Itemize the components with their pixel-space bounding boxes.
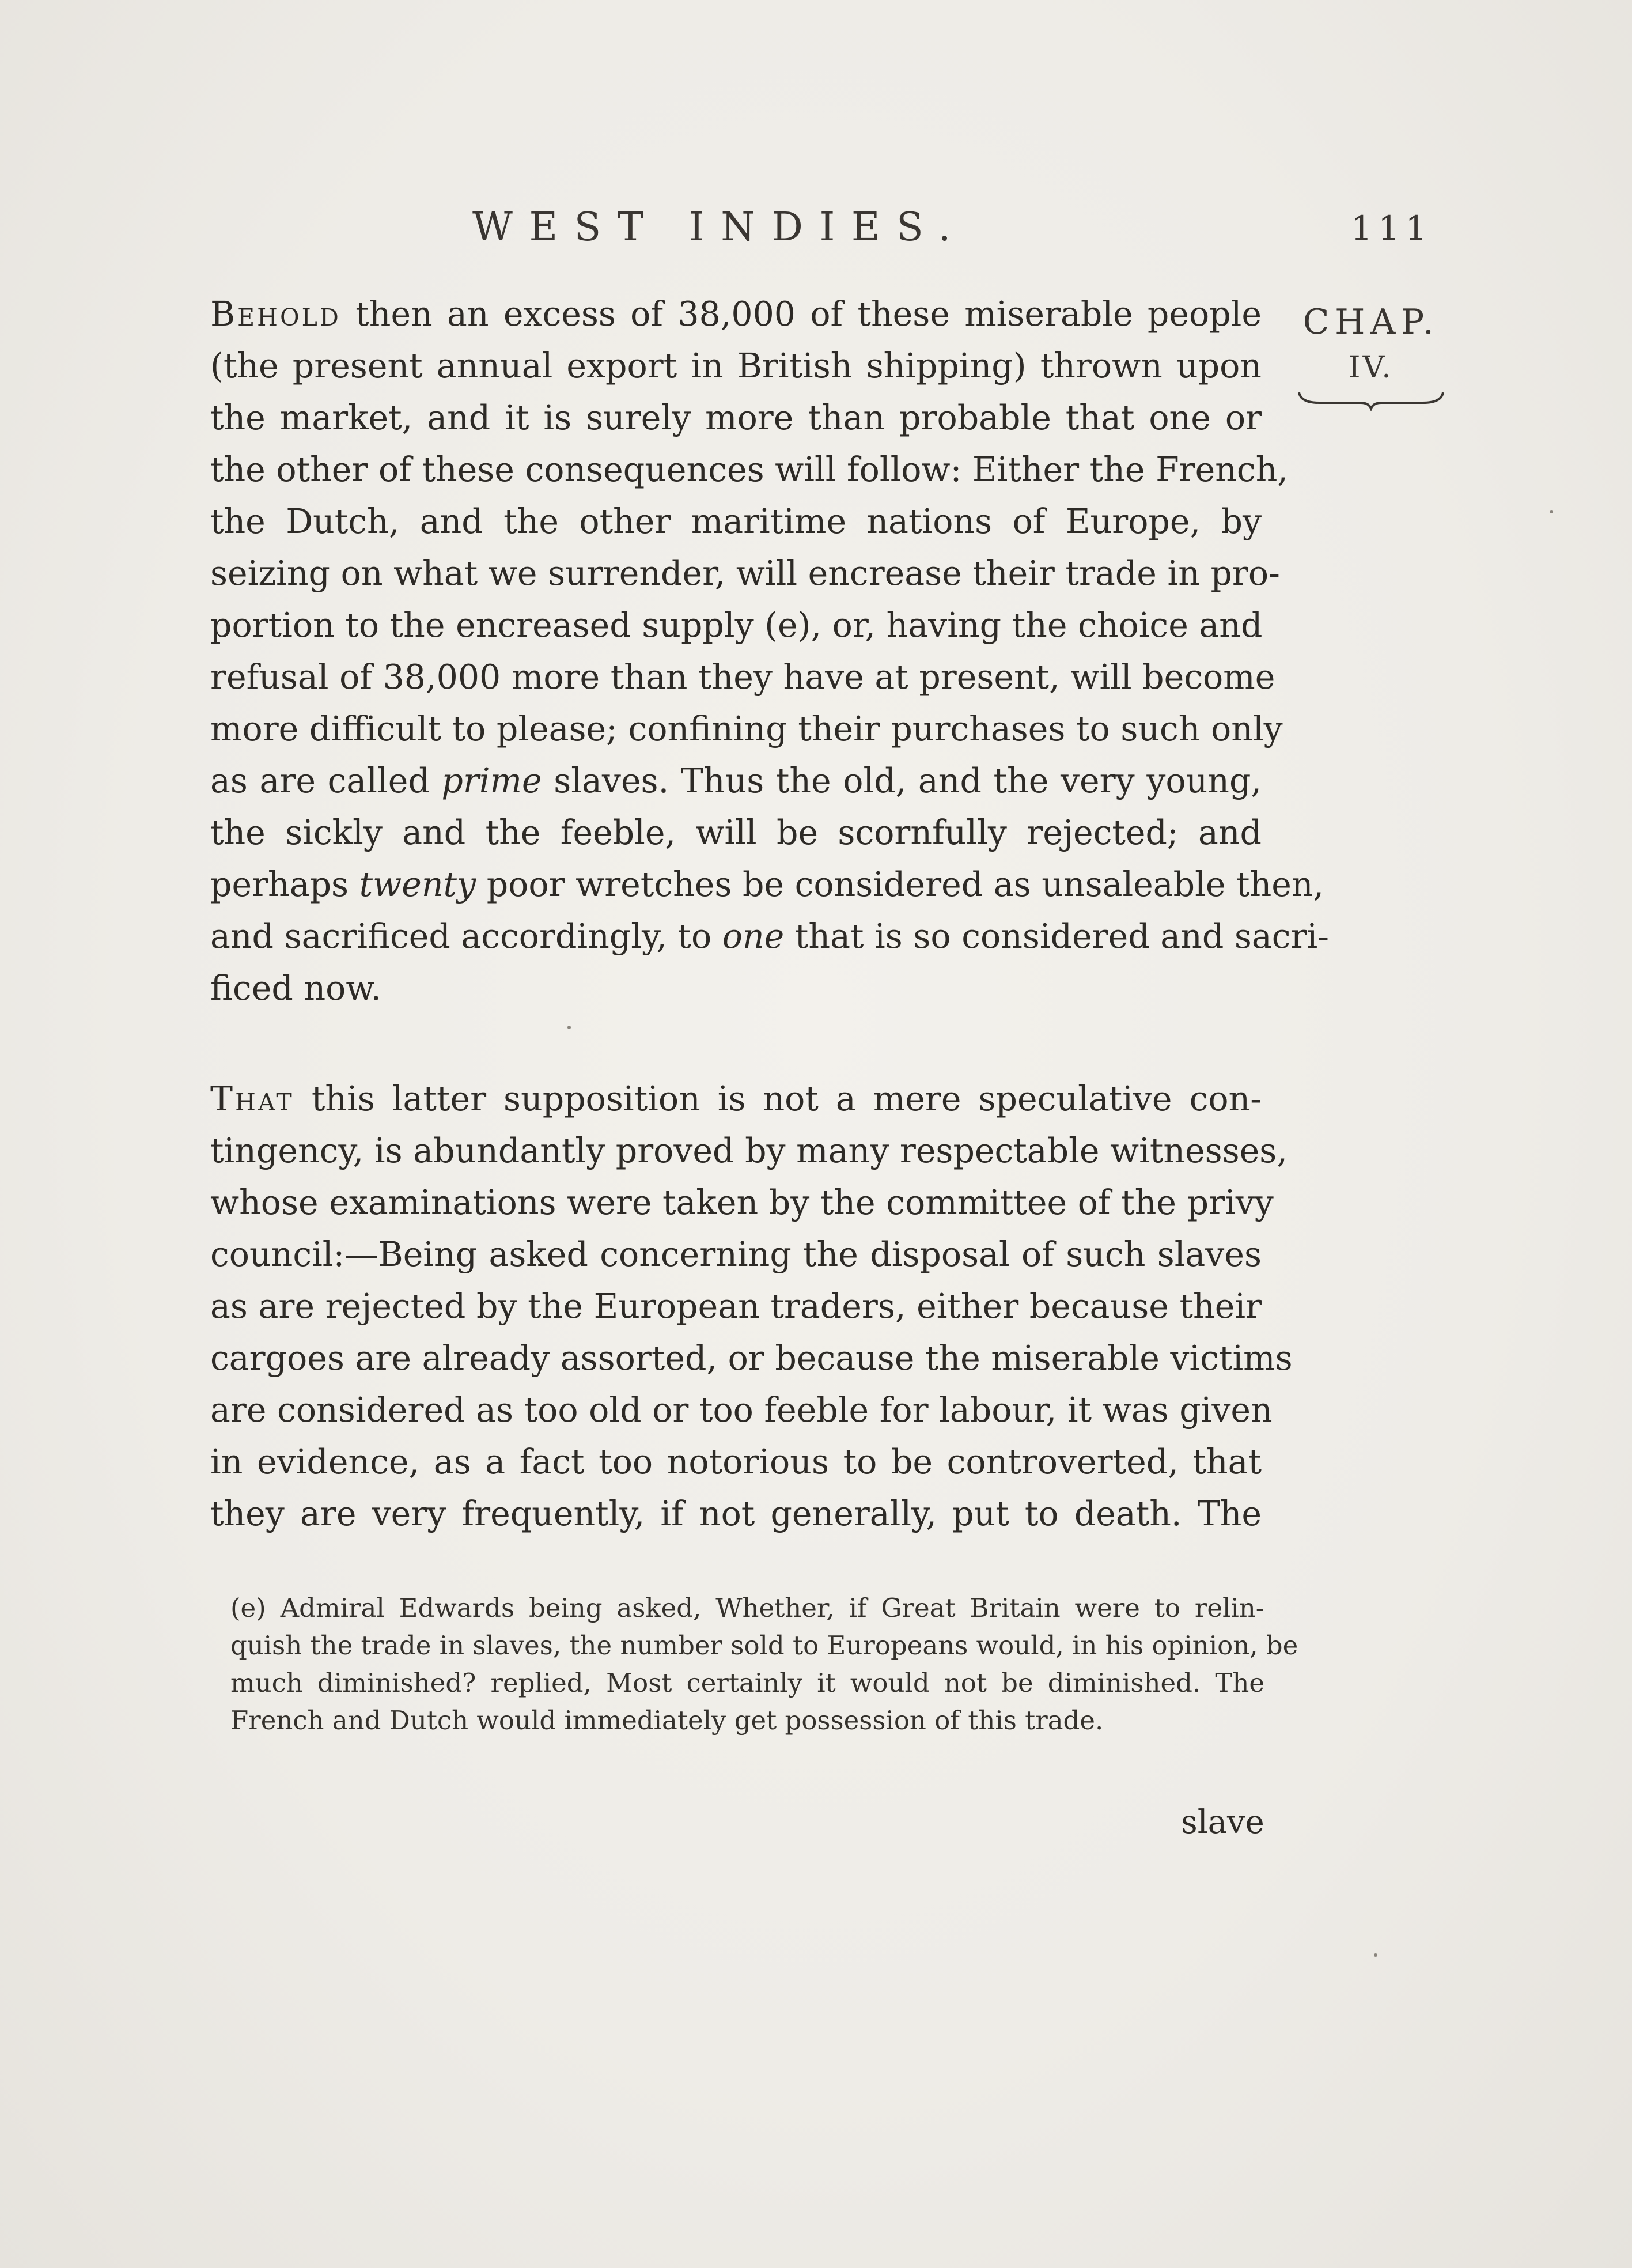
text-line — [210, 859, 1324, 910]
text-line: the other of these consequences will follow: Either the French, — [210, 450, 1288, 489]
text-line: whose examinations were taken by the committee of the privy — [210, 1183, 1274, 1222]
paragraph-lead-word: That — [210, 1079, 294, 1118]
chapter-margin-note — [1276, 297, 1466, 411]
page-number: 111 — [1351, 209, 1433, 248]
italic-word: prime — [441, 761, 542, 800]
text-line: are considered as too old or too feeble for labour, it was given — [210, 1390, 1273, 1430]
line-text: as are called — [210, 761, 442, 800]
line-text: that is so considered and sacri- — [784, 917, 1330, 956]
text-line — [210, 755, 1262, 807]
line-text: poor wretches be considered as unsaleable then, — [476, 865, 1324, 904]
chapter-number: IV. — [1348, 350, 1394, 385]
paper-speck — [1550, 510, 1553, 513]
line-text: perhaps — [210, 865, 359, 904]
text-line: the Dutch, and the other maritime nations of Europe, by — [210, 502, 1262, 541]
text-line: refusal of 38,000 more than they have at present, will become — [210, 657, 1275, 697]
text-line — [210, 910, 1330, 962]
text-line: the market, and it is surely more than probable that one or — [210, 398, 1262, 437]
footnote-line: quish the trade in slaves, the number sold to Europeans would, in his opinion, be — [230, 1630, 1298, 1661]
text-line: tingency, is abundantly proved by many respectable witnesses, — [210, 1131, 1288, 1170]
text-line: ficed now. — [210, 969, 382, 1008]
text-line: portion to the encreased supply (e), or, having the choice and — [210, 606, 1263, 645]
running-title: WEST INDIES. — [472, 205, 967, 250]
text-line: the sickly and the feeble, will be scornfully rejected; and — [210, 813, 1262, 852]
text-line — [210, 288, 1262, 340]
chapter-label: CHAP. — [1302, 302, 1440, 342]
italic-word: twenty — [359, 865, 476, 904]
line-text: then an excess of 38,000 of these miserable people — [340, 294, 1262, 334]
line-text: slaves. Thus the old, and the very young, — [542, 761, 1262, 800]
paper-speck — [567, 1026, 571, 1029]
line-text: and sacrificed accordingly, to — [210, 917, 722, 956]
footnote-line: much diminished? replied, Most certainly it would not be diminished. The — [230, 1668, 1264, 1698]
footnote-line: French and Dutch would immediately get possession of this trade. — [230, 1705, 1104, 1736]
text-line: more difficult to please; confining their purchases to such only — [210, 709, 1283, 749]
paragraph-2 — [210, 1073, 1293, 1540]
text-line: in evidence, as a fact too notorious to be controverted, that — [210, 1442, 1262, 1481]
text-line: council:—Being asked concerning the disposal of such slaves — [210, 1235, 1262, 1274]
catchword: slave — [1181, 1804, 1264, 1841]
footnote-line: (e) Admiral Edwards being asked, Whether, if Great Britain were to relin- — [230, 1593, 1264, 1623]
text-line: as are rejected by the European traders, either because their — [210, 1287, 1262, 1326]
footnote — [230, 1589, 1298, 1739]
text-line: cargoes are already assorted, or because the miserable victims — [210, 1339, 1293, 1378]
paper-speck — [1374, 1953, 1377, 1957]
text-line: they are very frequently, if not generally, put to death. The — [210, 1494, 1262, 1533]
brace-ornament — [1296, 388, 1446, 411]
line-text: this latter supposition is not a mere speculative con- — [294, 1079, 1262, 1118]
text-line: seizing on what we surrender, will encrease their trade in pro- — [210, 554, 1280, 593]
text-line — [210, 1073, 1262, 1125]
text-line: (the present annual export in British shipping) thrown upon — [210, 346, 1262, 385]
paragraph-lead-word: Behold — [210, 294, 341, 334]
paragraph-1 — [210, 288, 1330, 1014]
italic-word: one — [722, 917, 785, 956]
